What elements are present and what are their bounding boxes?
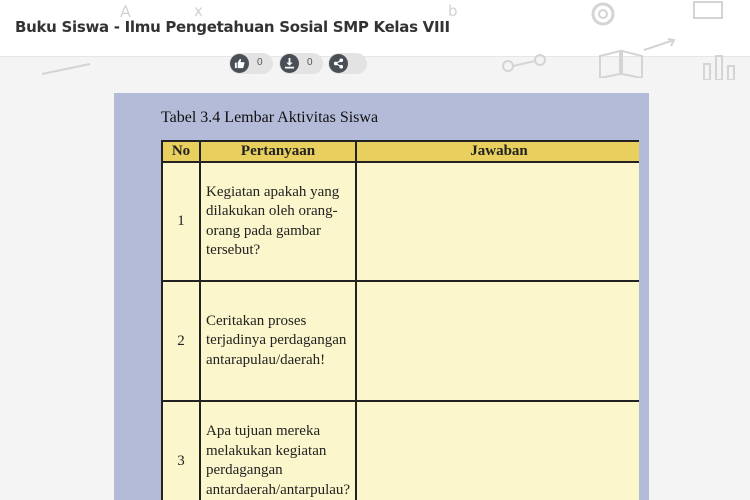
row-number: 2	[162, 281, 200, 401]
column-header-pertanyaan: Pertanyaan	[200, 141, 356, 162]
chalkboard-icon	[690, 0, 730, 22]
app-header	[0, 0, 750, 57]
bar-chart-icon	[700, 52, 740, 80]
table-row	[162, 401, 639, 500]
table-row	[162, 281, 639, 401]
like-button[interactable]	[229, 53, 273, 74]
question-text: Kegiatan apakah yang dilakukan oleh orang-orang pada gambar tersebut?	[200, 162, 356, 281]
download-count: 0	[307, 57, 313, 68]
page-title: Buku Siswa - Ilmu Pengetahuan Sosial SMP Kelas VIII	[15, 18, 450, 36]
download-button[interactable]	[279, 53, 323, 74]
letter-b-decoration: b	[448, 2, 458, 20]
download-icon	[280, 54, 299, 73]
table-row	[162, 162, 639, 281]
activity-table	[161, 140, 639, 500]
arrow-icon	[640, 36, 680, 54]
gear-icon	[585, 0, 621, 32]
question-text: Ceritakan proses terjadinya perdagangan antarapulau/daerah!	[200, 281, 356, 401]
answer-cell	[356, 162, 639, 281]
column-header-jawaban: Jawaban	[356, 141, 639, 162]
molecule-icon	[500, 52, 550, 80]
letter-x-decoration: x	[194, 2, 203, 20]
row-number: 1	[162, 162, 200, 281]
question-text: Apa tujuan mereka melakukan kegiatan perdagangan antardaerah/antarpulau?	[200, 401, 356, 500]
pencil-icon	[40, 58, 100, 78]
activity-sheet	[161, 140, 639, 500]
share-icon	[329, 54, 348, 73]
letter-a-decoration: A	[120, 2, 131, 21]
answer-cell	[356, 401, 639, 500]
like-count: 0	[257, 57, 263, 68]
thumbs-up-icon	[230, 54, 249, 73]
book-icon	[596, 48, 646, 78]
table-caption: Tabel 3.4 Lembar Aktivitas Siswa	[161, 109, 379, 126]
column-header-no: No	[162, 141, 200, 162]
row-number: 3	[162, 401, 200, 500]
table-header-row	[162, 141, 639, 162]
share-button[interactable]	[328, 53, 367, 74]
answer-cell	[356, 281, 639, 401]
